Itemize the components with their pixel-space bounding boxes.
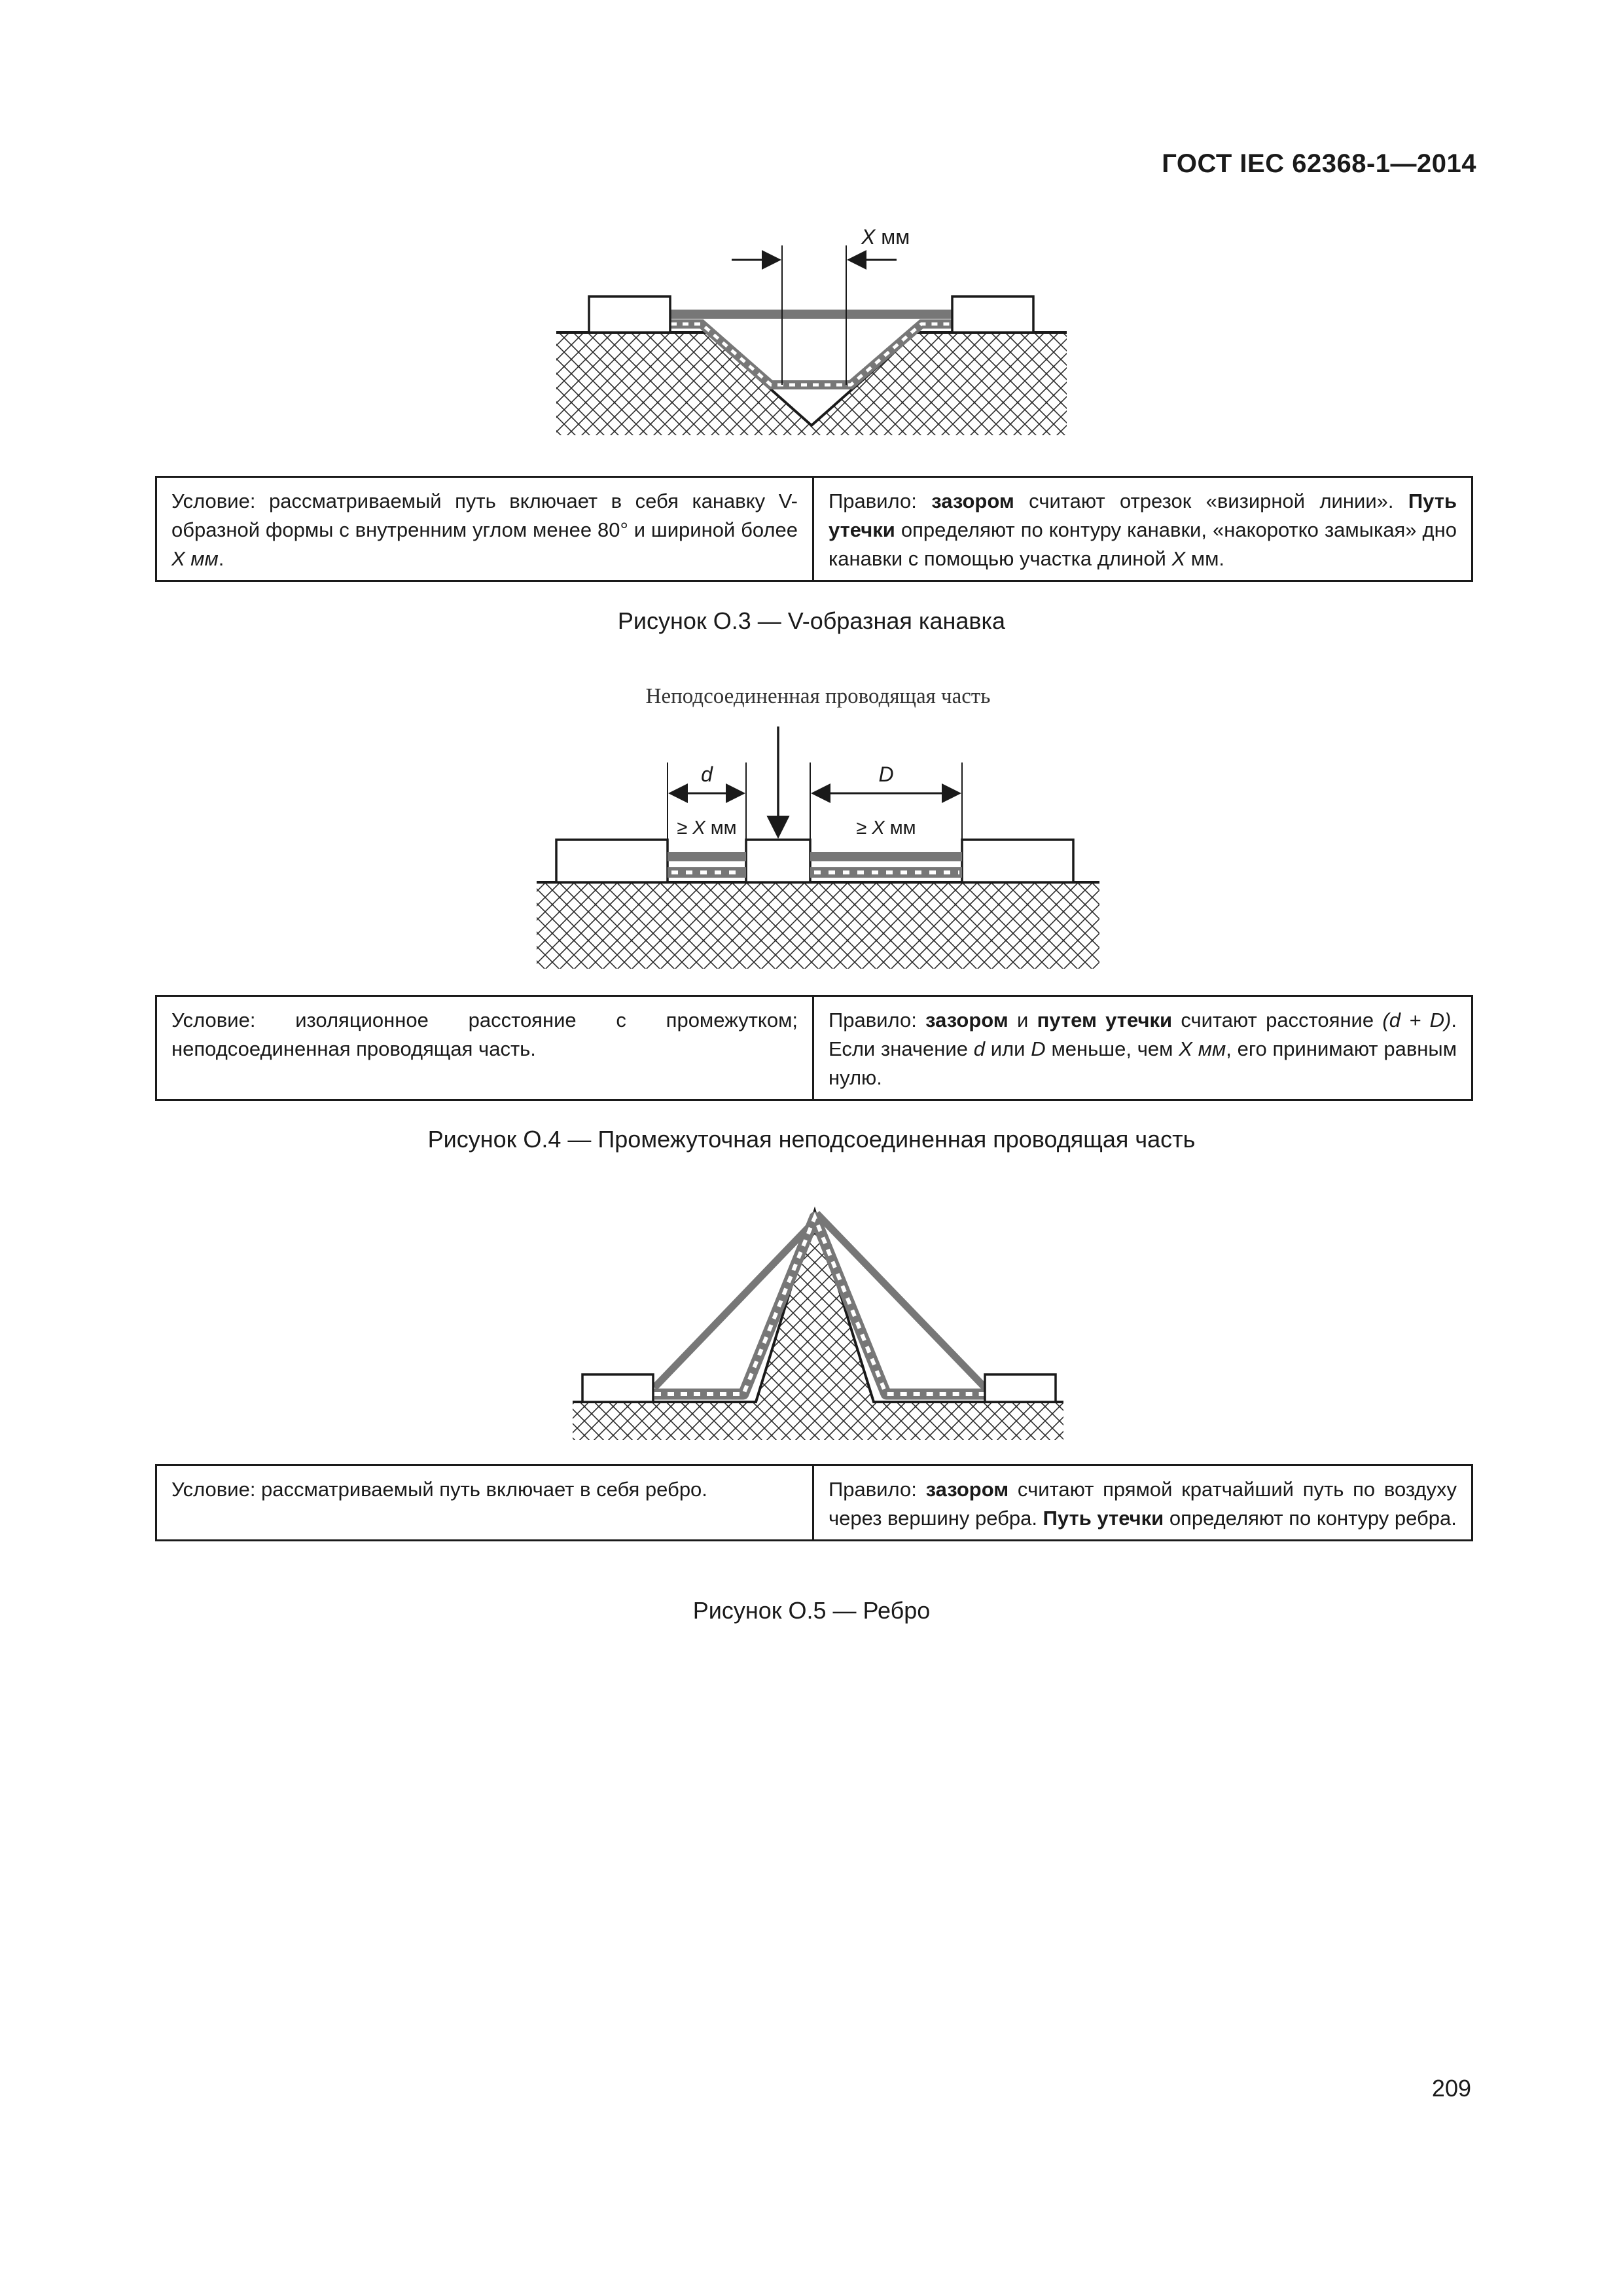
figure-caption: Рисунок О.4 — Промежуточная неподсоединенная проводящая часть <box>427 1126 1196 1153</box>
condition-cell <box>157 478 814 580</box>
text-run: Правило: <box>829 1009 926 1031</box>
conductor-left <box>582 1374 653 1402</box>
bold-term: Путь утечки <box>829 490 1457 541</box>
D-label: D <box>878 762 894 786</box>
clearance-line <box>668 310 955 319</box>
conductor-left <box>589 296 670 332</box>
text-run: Условие: рассматриваемый путь включает в себя канавку V-образной формы с внутренним углом менее 80° и шириной более <box>171 490 798 541</box>
text-run: определяют по контуру ребра. <box>1164 1507 1457 1530</box>
text-run: меньше, чем <box>1045 1037 1179 1060</box>
rule-cell <box>814 478 1471 580</box>
text-run: Условие: рассматриваемый путь включает в себя ребро. <box>171 1478 707 1501</box>
gap-label-left: ≥ X мм <box>677 817 737 838</box>
text-run: считают расстояние <box>1172 1009 1383 1031</box>
conductor-right <box>985 1374 1056 1402</box>
unconnected-conductive-part <box>746 840 810 882</box>
page-number: 209 <box>1431 2075 1471 2102</box>
italic-term: d <box>973 1037 985 1060</box>
dimension-label-x: X мм <box>861 225 910 249</box>
text-run: считают отрезок «визирной линии». <box>1014 490 1408 512</box>
bold-term: зазором <box>931 490 1014 512</box>
d-label: d <box>701 762 713 786</box>
rule-cell <box>814 1466 1471 1539</box>
figure-caption: Рисунок О.5 — Ребро <box>692 1597 931 1624</box>
text-run: и <box>1008 1009 1037 1031</box>
italic-term: D <box>1031 1037 1046 1060</box>
gap-label-right: ≥ X мм <box>856 817 916 838</box>
rule-cell <box>814 997 1471 1099</box>
text-run: . Если значение <box>829 1009 1457 1060</box>
conductor-left <box>556 840 668 882</box>
condition-cell <box>157 997 814 1099</box>
bold-term: Путь утечки <box>1043 1507 1164 1530</box>
text-run: Правило: <box>829 490 932 512</box>
text-run: мм. <box>1185 547 1225 570</box>
figure-o4-table <box>155 995 1473 1101</box>
text-run: , его принимают равным нулю. <box>829 1037 1457 1089</box>
text-run: или <box>985 1037 1031 1060</box>
figure-o4-drawing <box>524 674 1113 975</box>
italic-term: X <box>1171 547 1186 570</box>
bold-term: путем утечки <box>1037 1009 1173 1031</box>
standard-header: ГОСТ IEC 62368-1—2014 <box>1162 149 1476 178</box>
text-run: считают прямой кратчайший путь по воздуху через вершину ребра. <box>829 1478 1457 1530</box>
bold-term: зазором <box>925 1478 1009 1501</box>
text-run: . <box>218 547 224 570</box>
bold-term: зазором <box>925 1009 1008 1031</box>
condition-cell <box>157 1466 814 1539</box>
conductor-right <box>962 840 1073 882</box>
unconnected-part-label: Неподсоединенная проводящая часть <box>645 685 991 708</box>
figure-o3-table <box>155 476 1473 582</box>
figure-o5-table <box>155 1464 1473 1541</box>
figure-caption: Рисунок О.3 — V-образная канавка <box>617 607 1006 634</box>
figure-o3-drawing <box>550 223 1073 445</box>
substrate-rib <box>573 1211 1063 1440</box>
figure-o5-drawing <box>563 1198 1073 1446</box>
substrate <box>537 882 1099 969</box>
italic-term: X мм <box>1179 1037 1226 1060</box>
conductor-right <box>952 296 1033 332</box>
text-run: определяют по контуру канавки, «накоротко замыкая» дно канавки с помощью участка длиной <box>829 518 1457 570</box>
italic-term: X мм <box>171 547 219 570</box>
italic-term: (d + D) <box>1382 1009 1452 1031</box>
text-run: Правило: <box>829 1478 926 1501</box>
text-run: Условие: изоляционное расстояние с промежутком; неподсоединенная проводящая часть. <box>171 1009 798 1060</box>
